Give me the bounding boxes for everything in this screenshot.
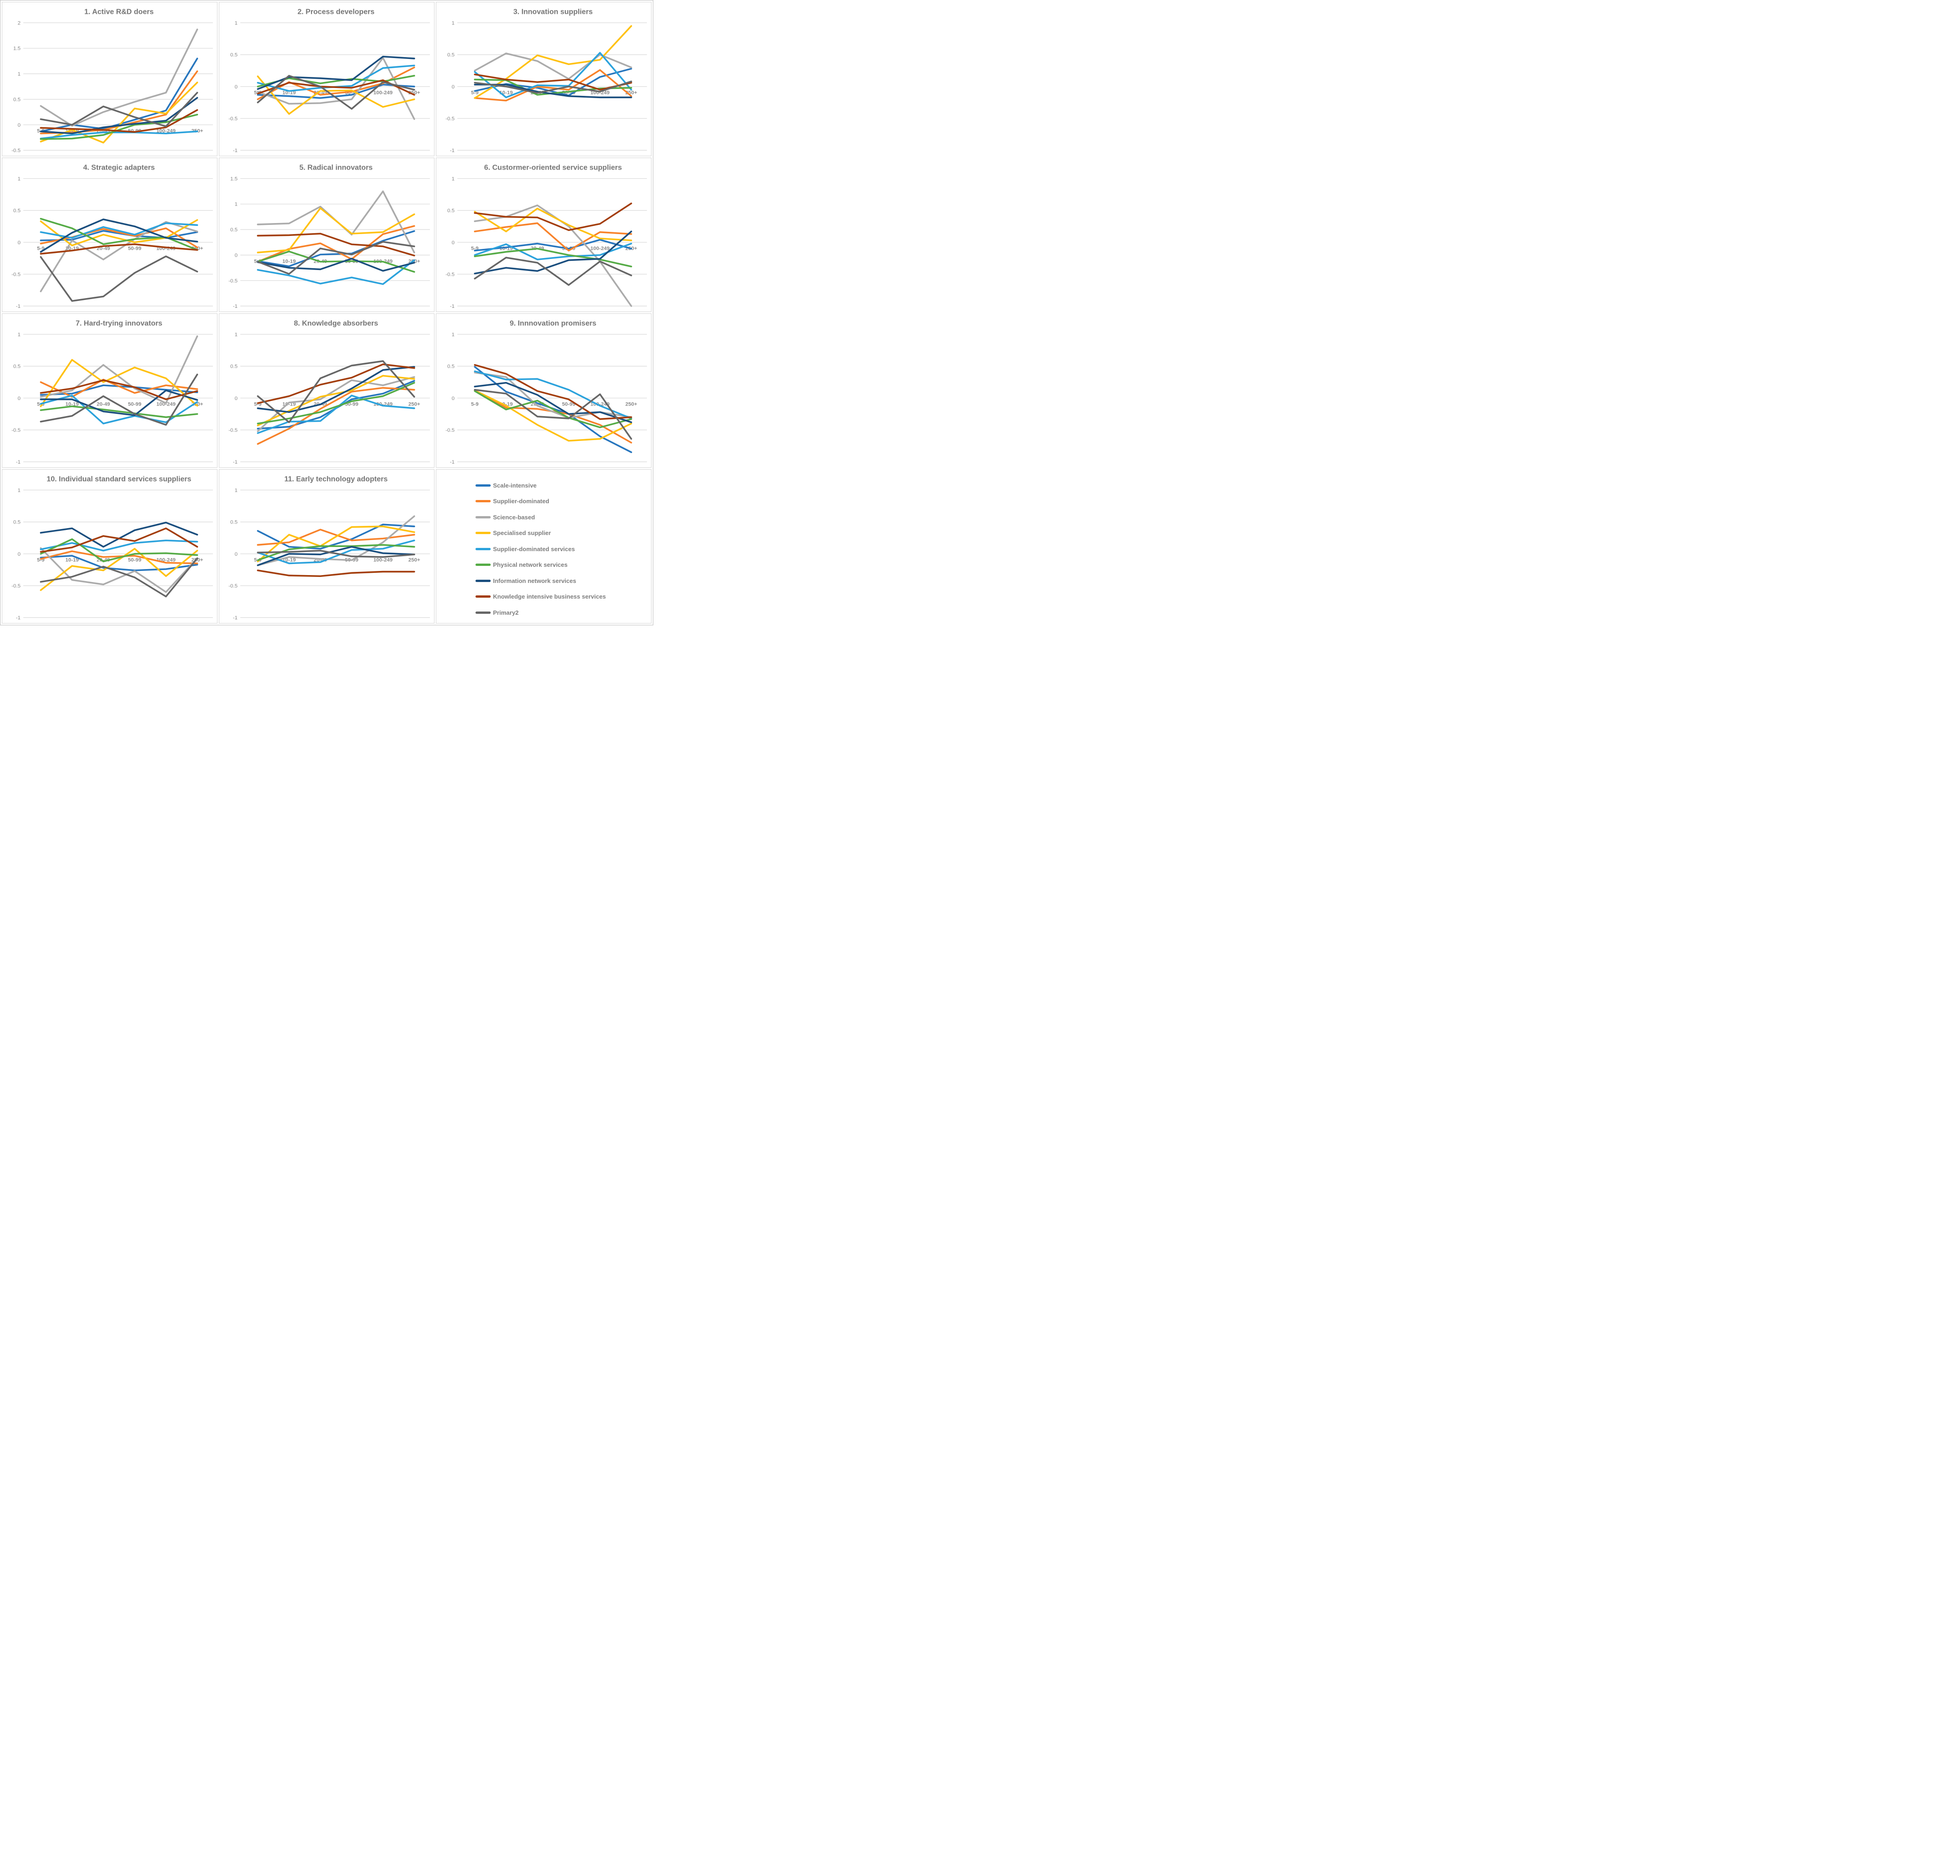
x-category-label: 20-49	[96, 128, 110, 134]
y-tick-label: 0	[18, 395, 21, 401]
chart-title: 1. Active R&D doers	[84, 8, 154, 16]
y-tick-label: 1.5	[13, 46, 21, 52]
chart-title: 5. Radical innovators	[299, 164, 373, 172]
y-tick-label: -1	[233, 148, 238, 154]
x-category-label: 20-49	[96, 401, 110, 407]
y-tick-label: -0.5	[445, 116, 455, 122]
legend-item	[475, 481, 537, 490]
y-tick-label: -0.5	[445, 427, 455, 433]
legend-item	[475, 608, 519, 617]
y-tick-label: -1	[16, 615, 21, 621]
y-tick-label: 0.5	[230, 52, 238, 58]
legend-line-icon	[475, 500, 491, 502]
y-tick-label: 1	[452, 176, 455, 182]
x-category-label: 50-99	[128, 128, 141, 134]
y-tick-label: 0	[18, 122, 21, 128]
x-category-label: 50-99	[345, 90, 358, 96]
series-line-primary2	[41, 256, 197, 301]
x-category-label: 10-19	[65, 246, 79, 252]
x-category-label: 10-19	[499, 246, 513, 252]
chart-panel-11	[219, 469, 434, 623]
x-category-label: 50-99	[345, 259, 358, 265]
x-category-label: 100-249	[156, 401, 176, 407]
x-category-label: 5-9	[471, 90, 479, 96]
chart-svg-6	[436, 158, 651, 312]
x-category-label: 50-99	[562, 401, 575, 407]
chart-panel-5	[219, 158, 434, 312]
y-tick-label: 1.5	[230, 176, 238, 182]
x-category-label: 20-49	[96, 246, 110, 252]
y-tick-label: 0	[235, 551, 238, 557]
chart-svg-9	[436, 314, 651, 467]
x-category-label: 5-9	[37, 557, 45, 563]
x-category-label: 20-49	[313, 90, 327, 96]
x-category-label: 10-19	[282, 90, 296, 96]
x-category-label: 10-19	[499, 90, 513, 96]
y-tick-label: 0.5	[13, 519, 21, 525]
chart-panel-8	[219, 313, 434, 468]
chart-title: 9. Innnovation promisers	[510, 319, 597, 328]
legend-line-icon	[475, 484, 491, 487]
chart-svg-7	[2, 314, 217, 467]
x-category-label: 50-99	[345, 401, 358, 407]
x-category-label: 10-19	[282, 557, 296, 563]
legend-item	[475, 592, 606, 601]
x-category-label: 20-49	[530, 246, 544, 252]
x-category-label: 5-9	[37, 246, 45, 252]
x-category-label: 10-19	[499, 401, 513, 407]
chart-panel-2	[219, 2, 434, 156]
y-tick-label: 1	[235, 20, 238, 26]
y-tick-label: -1	[16, 304, 21, 310]
chart-svg-5	[219, 158, 434, 312]
chart-panel-1	[2, 2, 217, 156]
x-category-label: 250+	[625, 246, 637, 252]
chart-svg-10	[2, 470, 217, 623]
x-category-label: 20-49	[530, 90, 544, 96]
y-tick-label: -0.5	[11, 427, 21, 433]
y-tick-label: 1	[235, 201, 238, 207]
legend-item	[475, 560, 568, 570]
x-category-label: 100-249	[156, 557, 176, 563]
series-line-primary2	[258, 361, 414, 423]
x-category-label: 50-99	[128, 246, 141, 252]
y-tick-label: -1	[450, 304, 455, 310]
chart-title: 8. Knowledge absorbers	[293, 319, 378, 328]
chart-svg-8	[219, 314, 434, 467]
series-line-specialised-supplier	[258, 208, 414, 253]
legend-item-label: Scale-intensive	[493, 482, 537, 489]
y-tick-label: -0.5	[11, 148, 21, 154]
x-category-label: 50-99	[345, 557, 358, 563]
y-tick-label: -0.5	[228, 583, 238, 589]
legend-line-icon	[475, 564, 491, 566]
y-tick-label: 0	[452, 240, 455, 246]
legend-item	[475, 544, 575, 553]
legend-item	[475, 529, 551, 538]
y-tick-label: -0.5	[228, 278, 238, 284]
x-category-label: 5-9	[471, 246, 479, 252]
y-tick-label: 0.5	[447, 364, 455, 370]
y-tick-label: -1	[233, 304, 238, 310]
x-category-label: 20-49	[313, 557, 327, 563]
chart-title: 4. Strategic adapters	[83, 164, 155, 172]
x-category-label: 100-249	[590, 246, 610, 252]
legend-line-icon	[475, 532, 491, 534]
screenshot-root	[0, 0, 653, 625]
y-tick-label: 1	[452, 332, 455, 338]
x-category-label: 100-249	[156, 128, 176, 134]
x-category-label: 100-249	[156, 246, 176, 252]
legend-item-label: Information network services	[493, 577, 576, 584]
x-category-label: 50-99	[562, 246, 575, 252]
y-tick-label: -1	[233, 459, 238, 465]
x-category-label: 50-99	[562, 90, 575, 96]
x-category-label: 100-249	[373, 401, 393, 407]
y-tick-label: 1	[18, 176, 21, 182]
x-category-label: 5-9	[254, 259, 262, 265]
x-category-label: 10-19	[282, 401, 296, 407]
chart-title: 10. Individual standard services suppliers	[47, 475, 192, 483]
chart-title: 2. Process developers	[297, 8, 375, 16]
x-category-label: 100-249	[373, 259, 393, 265]
y-tick-label: 1	[18, 488, 21, 494]
y-tick-label: 0.5	[13, 97, 21, 103]
y-tick-label: -1	[450, 459, 455, 465]
x-category-label: 10-19	[65, 128, 79, 134]
y-tick-label: -0.5	[445, 271, 455, 277]
x-category-label: 10-19	[282, 259, 296, 265]
x-category-label: 5-9	[37, 401, 45, 407]
x-category-label: 250+	[191, 401, 203, 407]
x-category-label: 100-249	[590, 401, 610, 407]
y-tick-label: 0	[452, 395, 455, 401]
legend-item-label: Science-based	[493, 513, 535, 521]
legend-item-label: Supplier-dominated	[493, 498, 550, 505]
y-tick-label: 2	[18, 20, 21, 26]
x-category-label: 250+	[191, 246, 203, 252]
x-category-label: 5-9	[254, 401, 262, 407]
series-line-supplier-dominated	[258, 226, 414, 261]
x-category-label: 250+	[408, 259, 420, 265]
y-tick-label: 0	[235, 253, 238, 259]
y-tick-label: 0.5	[447, 208, 455, 214]
legend	[436, 469, 651, 623]
x-category-label: 10-19	[65, 557, 79, 563]
chart-svg-1	[2, 2, 217, 156]
x-category-label: 20-49	[313, 401, 327, 407]
y-tick-label: 0	[18, 240, 21, 246]
legend-item-label: Physical network services	[493, 561, 568, 568]
x-category-label: 20-49	[530, 401, 544, 407]
x-category-label: 250+	[408, 90, 420, 96]
y-tick-label: 1	[18, 71, 21, 77]
chart-title: 7. Hard-trying innovators	[76, 319, 163, 328]
y-tick-label: -1	[16, 459, 21, 465]
y-tick-label: 1	[235, 488, 238, 494]
legend-line-icon	[475, 612, 491, 614]
y-tick-label: 1	[235, 332, 238, 338]
legend-item-label: Supplier-dominated services	[493, 545, 575, 553]
x-category-label: 20-49	[313, 259, 327, 265]
chart-svg-2	[219, 2, 434, 156]
y-tick-label: -1	[450, 148, 455, 154]
legend-item	[475, 576, 576, 585]
x-category-label: 250+	[191, 128, 203, 134]
y-tick-label: -0.5	[228, 116, 238, 122]
legend-item	[475, 497, 549, 506]
x-category-label: 250+	[625, 90, 637, 96]
chart-title: 6. Custormer-oriented service suppliers	[484, 164, 622, 172]
x-category-label: 100-249	[373, 90, 393, 96]
legend-item-label: Knowledge intensive business services	[493, 593, 606, 600]
chart-panel-4	[2, 158, 217, 312]
chart-panel-3	[436, 2, 651, 156]
chart-svg-11	[219, 470, 434, 623]
y-tick-label: -0.5	[11, 271, 21, 277]
chart-svg-3	[436, 2, 651, 156]
chart-panel-9	[436, 313, 651, 468]
y-tick-label: -1	[233, 615, 238, 621]
legend-item-label: Primary2	[493, 609, 519, 616]
legend-line-icon	[475, 595, 491, 598]
y-tick-label: 0.5	[13, 364, 21, 370]
chart-panel-7	[2, 313, 217, 468]
x-category-label: 250+	[408, 401, 420, 407]
chart-panel-10	[2, 469, 217, 623]
y-tick-label: 0	[235, 84, 238, 90]
y-tick-label: 0.5	[230, 364, 238, 370]
y-tick-label: 0	[18, 551, 21, 557]
y-tick-label: 0.5	[447, 52, 455, 58]
y-tick-label: -0.5	[228, 427, 238, 433]
chart-svg-4	[2, 158, 217, 312]
x-category-label: 250+	[625, 401, 637, 407]
x-category-label: 100-249	[373, 557, 393, 563]
legend-item-label: Specialised supplier	[493, 529, 551, 536]
legend-line-icon	[475, 580, 491, 582]
series-line-knowledge-intensive-business-services	[258, 570, 414, 576]
y-tick-label: 1	[452, 20, 455, 26]
y-tick-label: -0.5	[11, 583, 21, 589]
x-category-label: 100-249	[590, 90, 610, 96]
y-tick-label: 0.5	[230, 519, 238, 525]
chart-title: 3. Innovation suppliers	[513, 8, 593, 16]
chart-title: 11. Early technology adopters	[284, 475, 388, 483]
x-category-label: 5-9	[254, 557, 262, 563]
series-line-science-based	[475, 206, 631, 306]
x-category-label: 50-99	[128, 557, 141, 563]
x-category-label: 5-9	[37, 128, 45, 134]
legend-line-icon	[475, 548, 491, 550]
x-category-label: 5-9	[471, 401, 479, 407]
y-tick-label: 0.5	[230, 227, 238, 233]
y-tick-label: 0	[235, 395, 238, 401]
legend-line-icon	[475, 516, 491, 518]
x-category-label: 250+	[408, 557, 420, 563]
chart-panel-6	[436, 158, 651, 312]
small-multiples-grid	[0, 0, 653, 625]
x-category-label: 50-99	[128, 401, 141, 407]
y-tick-label: 0	[452, 84, 455, 90]
y-tick-label: 1	[18, 332, 21, 338]
y-tick-label: 0.5	[13, 208, 21, 214]
x-category-label: 250+	[191, 557, 203, 563]
x-category-label: 10-19	[65, 401, 79, 407]
x-category-label: 20-49	[96, 557, 110, 563]
x-category-label: 5-9	[254, 90, 262, 96]
legend-item	[475, 512, 535, 522]
